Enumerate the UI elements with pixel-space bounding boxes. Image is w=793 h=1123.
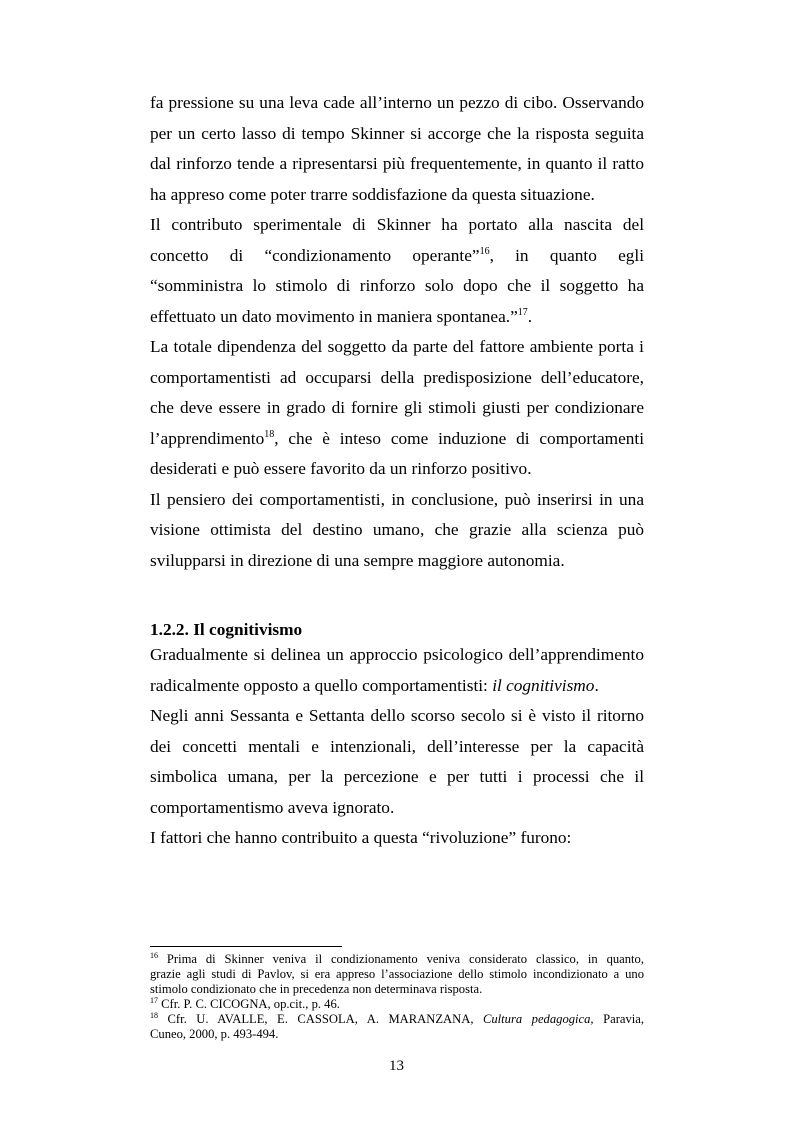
footnote-separator: [150, 946, 342, 947]
footnote-16: [150, 952, 644, 997]
footnote-number: 17: [150, 996, 158, 1005]
text-line: [150, 671, 644, 702]
text-segment: radicalmente opposto a quello comportamentisti:: [150, 675, 493, 695]
text-line: comportamentismo aveva ignorato.: [150, 797, 395, 817]
footnote-line: grazie agli studi di Pavlov, si era appreso l’associazione dello stimolo incondizionato a uno: [150, 967, 644, 981]
text-line: La totale dipendenza del soggetto da parte del fattore ambiente porta i: [150, 337, 644, 356]
page-number: 13: [389, 1058, 404, 1074]
footnote-number: 18: [150, 1011, 158, 1020]
text-line: [150, 424, 644, 455]
text-line: svilupparsi in direzione di una sempre maggiore autonomia.: [150, 550, 565, 570]
paragraph-cognitivism-intro: [150, 640, 644, 701]
paragraph-operant-conditioning: [150, 210, 644, 332]
text-segment: l’apprendimento: [150, 428, 265, 448]
footnotes: [150, 952, 644, 1042]
text-segment: , che è inteso come induzione di comportamenti: [274, 428, 644, 448]
body-text: [150, 88, 644, 576]
footnote-18: [150, 1012, 644, 1042]
text-line: Negli anni Sessanta e Settanta dello scorso secolo si è visto il ritorno: [150, 706, 644, 725]
text-segment: .: [594, 675, 599, 695]
text-line: visione ottimista del destino umano, che grazie alla scienza può: [150, 520, 644, 539]
italic-term: il cognitivismo: [492, 675, 595, 695]
text-segment: Paravia,: [593, 1012, 645, 1026]
footnote-line: [150, 1012, 644, 1027]
text-line: dei concetti mentali e intenzionali, dell’interesse per la capacità: [150, 736, 644, 756]
text-segment: Cfr. U. AVALLE, E. CASSOLA, A. MARANZANA,: [158, 1012, 483, 1026]
paragraph-conclusion: [150, 485, 644, 577]
text-line: desiderati e può essere favorito da un rinforzo positivo.: [150, 459, 532, 478]
text-segment: Cfr. P. C. CICOGNA, op.cit., p. 46.: [158, 997, 340, 1011]
section-body: [150, 640, 644, 854]
footnote-ref-17[interactable]: 17: [517, 306, 528, 318]
footnote-17: [150, 997, 644, 1012]
footnote-line: [150, 997, 644, 1012]
footnote-line: Cuneo, 2000, p. 493-494.: [150, 1027, 279, 1041]
paragraph-sixties: [150, 701, 644, 823]
footnote-number: 16: [150, 951, 158, 960]
text-line: I fattori che hanno contribuito a questa “rivoluzione” furono:: [150, 828, 572, 847]
text-segment: , in quanto egli: [489, 245, 645, 265]
text-line: [150, 241, 644, 272]
footnote-ref-16[interactable]: 16: [479, 245, 490, 257]
paragraph-environment-dependence: [150, 332, 644, 485]
book-title: Cultura pedagogica,: [482, 1012, 594, 1026]
text-line: che deve essere in grado di fornire gli stimoli giusti per condizionare: [150, 398, 644, 417]
paragraph-skinner-experiment: [150, 88, 644, 210]
text-line: fa pressione su una leva cade all’interno un pezzo di cibo. Osservando: [150, 93, 644, 112]
text-line: comportamentisti ad occuparsi della predisposizione dell’educatore,: [150, 367, 644, 387]
text-line: ha appreso come poter trarre soddisfazione da questa situazione.: [150, 184, 595, 204]
text-line: Il pensiero dei comportamentisti, in conclusione, può inserirsi in una: [150, 489, 644, 509]
text-segment: concetto di “condizionamento operante”: [150, 245, 480, 265]
text-segment: effettuato un dato movimento in maniera spontanea.”: [150, 306, 518, 326]
text-segment: .: [527, 306, 533, 326]
text-segment: Prima di Skinner veniva il condizionamento veniva considerato classico, in quanto,: [158, 952, 644, 966]
text-line: “somministra lo stimolo di rinforzo solo dopo che il soggetto ha: [150, 276, 644, 295]
text-line: Gradualmente si delinea un approccio psicologico dell’apprendimento: [150, 645, 644, 664]
section-heading: 1.2.2. Il cognitivismo: [150, 620, 303, 639]
text-line: per un certo lasso di tempo Skinner si accorge che la risposta seguita: [150, 123, 644, 143]
text-line: Il contributo sperimentale di Skinner ha portato alla nascita del: [150, 215, 644, 234]
footnote-line: stimolo condizionato che in precedenza non determinava risposta.: [150, 982, 483, 996]
paragraph-factors: [150, 823, 644, 854]
text-line: dal rinforzo tende a ripresentarsi più frequentemente, in quanto il ratto: [150, 154, 644, 173]
footnote-ref-18[interactable]: 18: [264, 428, 275, 440]
text-line: [150, 302, 644, 333]
text-line: simbolica umana, per la percezione e per tutti i processi che il: [150, 767, 644, 786]
footnote-line: [150, 952, 644, 967]
